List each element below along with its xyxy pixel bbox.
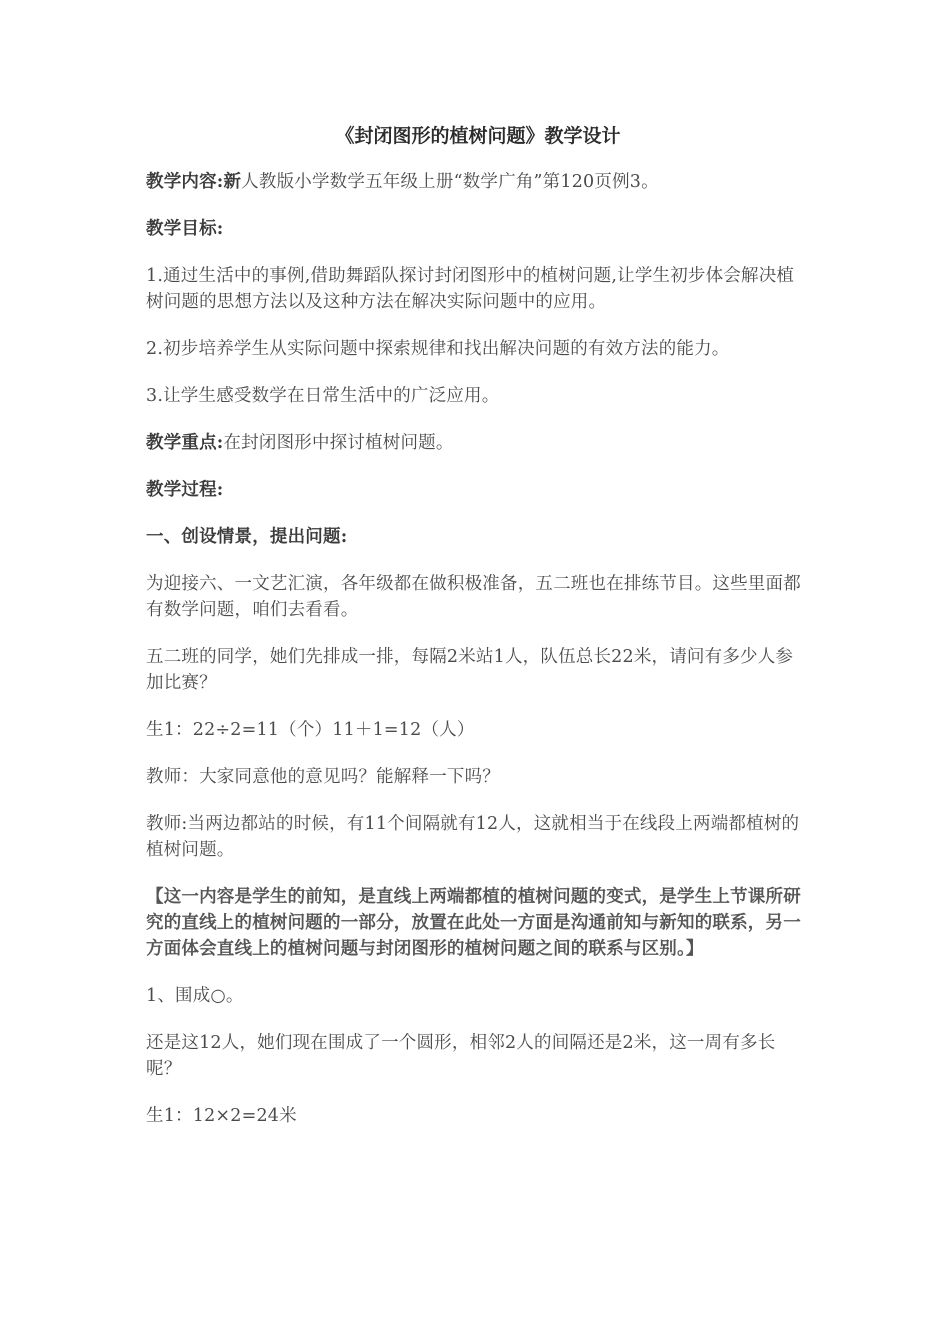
teaching-key-label: 教学重点: [146,433,224,453]
objective-2: 2.初步培养学生从实际问题中探索规律和找出解决问题的有效方法的能力。 [146,339,730,359]
document-page [146,124,810,1150]
objective-1: 1.通过生活中的事例,借助舞蹈队探讨封闭图形中的植树问题,让学生初步体会解决植树问题的思想方法以及这种方法在解决实际问题中的应用。 [146,266,795,312]
list-item-1: 1、围成○。 [146,986,244,1006]
teaching-content [146,169,810,195]
paragraph-4: 教师：大家同意他的意见吗？能解释一下吗？ [146,767,500,787]
process-heading: 教学过程: [146,480,224,500]
document-title: 《封闭图形的植树问题》教学设计 [335,125,621,147]
paragraph-2: 五二班的同学，她们先排成一排，每隔2米站1人，队伍总长22米，请问有多少人参加比赛？ [146,647,794,693]
paragraph-1: 为迎接六、一文艺汇演，各年级都在做积极准备，五二班也在排练节目。这些里面都有数学问题，咱们去看看。 [146,574,801,620]
objective-3: 3.让学生感受数学在日常生活中的广泛应用。 [146,386,500,406]
teaching-content-label: 教学内容: [146,172,224,192]
teaching-content-text: 人教版小学数学五年级上册“数学广角”第120页例3。 [241,172,659,192]
teaching-key-text: 在封闭图形中探讨植树问题。 [223,433,454,453]
paragraph-3: 生1：22÷2=11（个）11＋1=12（人） [146,720,475,740]
paragraph-6: 还是这12人，她们现在围成了一个圆形，相邻2人的间隔还是2米，这一周有多长呢？ [146,1033,776,1079]
paragraph-5: 教师:当两边都站的时候，有11个间隔就有12人，这就相当于在线段上两端都植树的植树问题。 [146,814,800,860]
teaching-content-bold: 新 [223,172,242,192]
objectives-heading: 教学目标: [146,219,224,239]
paragraph-7: 生1：12×2=24米 [146,1106,297,1126]
teaching-note: 【这一内容是学生的前知，是直线上两端都植的植树问题的变式，是学生上节课所研究的直线上的植树问题的一部分，放置在此处一方面是沟通前知与新知的联系，另一方面体会直线上的植树问题与封闭图形的植树问题之间的联系与区别。】 [146,887,801,959]
section-heading-1: 一、创设情景，提出问题: [146,527,348,547]
teaching-key [146,430,810,456]
